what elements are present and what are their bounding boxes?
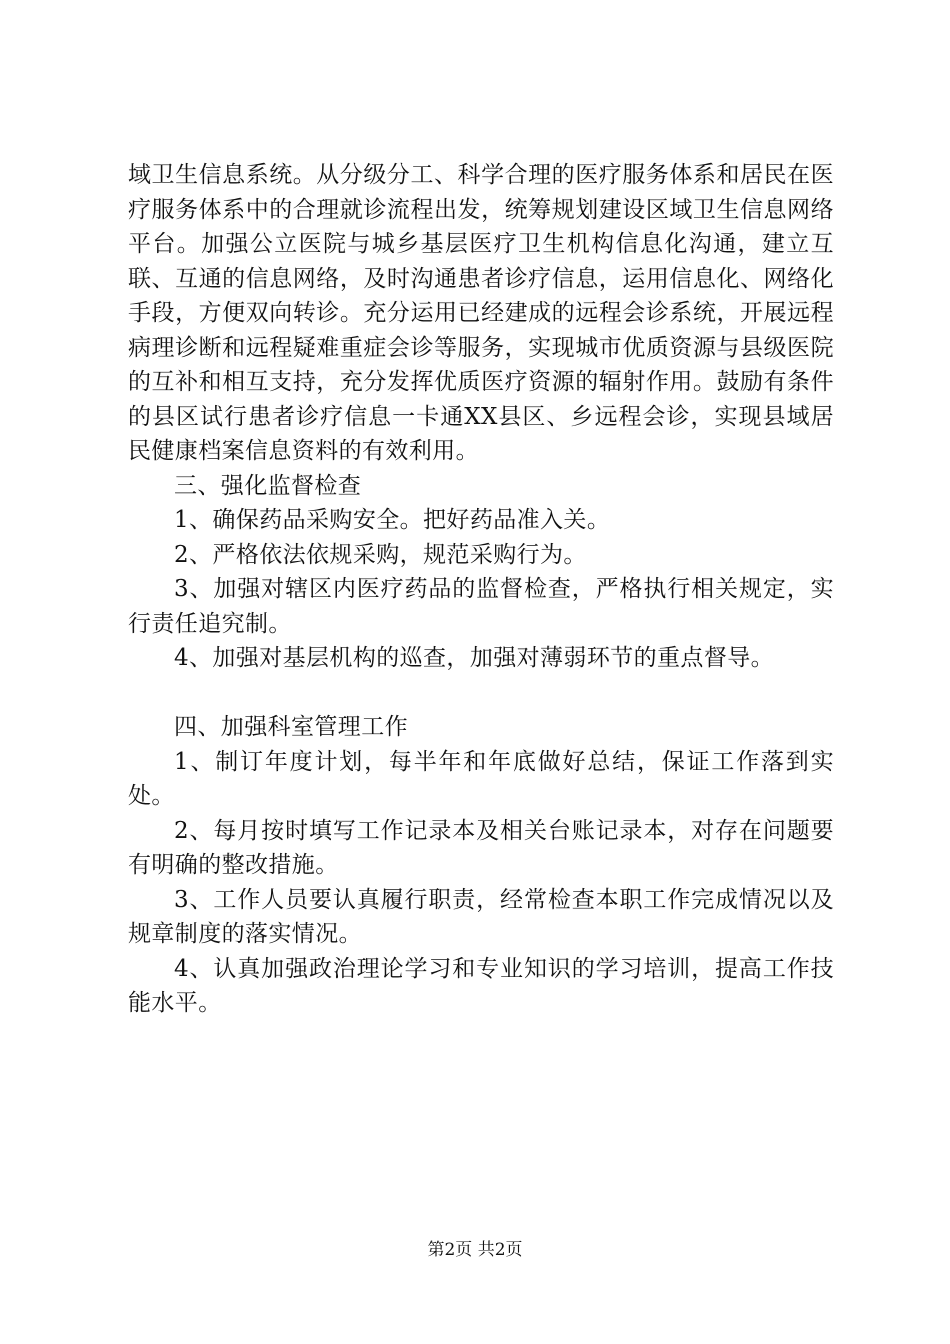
section-heading-4: 四、加强科室管理工作	[174, 714, 408, 740]
blank-line	[128, 676, 834, 711]
list-item: 1、确保药品采购安全。把好药品准入关。	[174, 507, 611, 533]
list-item: 3、工作人员要认真履行职责，经常检查本职工作完成情况以及规章制度的落实情况。	[128, 886, 834, 947]
list-item: 3、加强对辖区内医疗药品的监督检查，严格执行相关规定，实行责任追究制。	[128, 576, 834, 637]
document-body	[128, 158, 834, 1021]
section-heading-3: 三、强化监督检查	[174, 472, 362, 499]
paragraph-continuation: 域卫生信息系统。从分级分工、科学合理的医疗服务体系和居民在医疗服务体系中的合理就诊流程出发，统筹规划建设区域卫生信息网络平台。加强公立医院与城乡基层医疗卫生机构信息化沟通，建立互联、互通的信息网络，及时沟通患者诊疗信息，运用信息化、网络化手段，方便双向转诊。充分运用已经建成的远程会诊系统，开展远程病理诊断和远程疑难重症会诊等服务，实现城市优质资源与县级医院的互补和相互支持，充分发挥优质医疗资源的辐射作用。鼓励有条件的县区试行患者诊疗信息一卡通XX县区、乡远程会诊，实现县域居民健康档案信息资料的有效利用。	[128, 162, 834, 464]
list-item: 2、严格依法依规采购，规范采购行为。	[174, 541, 587, 568]
page-footer: 第2页 共2页	[427, 1240, 523, 1260]
list-item: 4、加强对基层机构的巡查，加强对薄弱环节的重点督导。	[174, 645, 775, 671]
list-item: 1、制订年度计划，每半年和年底做好总结，保证工作落到实处。	[128, 748, 834, 809]
list-item: 2、每月按时填写工作记录本及相关台账记录本，对存在问题要有明确的整改措施。	[128, 817, 834, 878]
list-item: 4、认真加强政治理论学习和专业知识的学习培训，提高工作技能水平。	[128, 955, 834, 1016]
